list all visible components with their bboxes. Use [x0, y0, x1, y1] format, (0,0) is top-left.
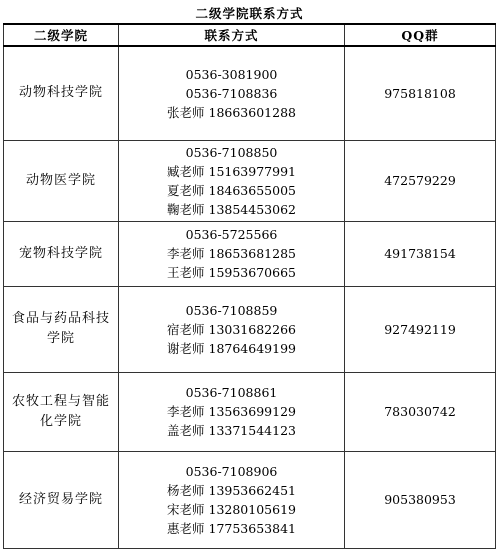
qq-group-number: 783030742 [345, 372, 496, 451]
contact-cell [119, 451, 345, 548]
table-row [4, 221, 496, 286]
contact-line: 李老师 18653681285 [167, 246, 296, 261]
qq-group-number: 975818108 [345, 46, 496, 140]
qq-group-number: 905380953 [345, 451, 496, 548]
contact-line: 0536-7108859 [185, 302, 278, 318]
contact-cell [119, 372, 345, 451]
college-name: 食品与药品科技学院 [4, 286, 119, 372]
contact-line: 0536-5725566 [185, 227, 278, 242]
contact-line: 0536-3081900 [185, 66, 278, 82]
contact-cell [119, 221, 345, 286]
table-row [4, 451, 496, 548]
header-qq-group: QQ群 [345, 24, 496, 46]
contact-line: 0536-7108836 [185, 85, 278, 101]
contact-line: 惠老师 17753653841 [167, 520, 296, 536]
contact-cell [119, 46, 345, 140]
college-name: 宠物科技学院 [4, 221, 119, 286]
contact-line: 鞠老师 13854453062 [167, 201, 296, 217]
contact-line: 0536-7108906 [185, 463, 278, 479]
qq-group-number: 491738154 [345, 221, 496, 286]
header-contact: 联系方式 [119, 24, 345, 46]
qq-group-number: 927492119 [345, 286, 496, 372]
contact-line: 杨老师 13953662451 [167, 482, 296, 498]
college-name: 动物医学院 [4, 140, 119, 221]
contact-table [3, 3, 496, 549]
college-name: 农牧工程与智能化学院 [4, 372, 119, 451]
contact-line: 宿老师 13031682266 [167, 321, 296, 337]
contact-line: 张老师 18663601288 [167, 104, 296, 120]
table-row [4, 46, 496, 140]
college-name: 经济贸易学院 [4, 451, 119, 548]
qq-group-number: 472579229 [345, 140, 496, 221]
contact-line: 宋老师 13280105619 [167, 501, 296, 517]
contact-line: 李老师 13563699129 [167, 404, 296, 419]
contact-line: 0536-7108861 [185, 385, 278, 400]
college-name: 动物科技学院 [4, 46, 119, 140]
table-title: 二级学院联系方式 [4, 3, 496, 24]
contact-table-page [3, 3, 495, 549]
header-college: 二级学院 [4, 24, 119, 46]
contact-line: 夏老师 18463655005 [167, 182, 296, 198]
table-row [4, 140, 496, 221]
contact-cell [119, 286, 345, 372]
contact-line: 0536-7108850 [185, 144, 278, 160]
table-row [4, 372, 496, 451]
table-row [4, 286, 496, 372]
contact-line: 谢老师 18764649199 [167, 340, 296, 356]
contact-line: 臧老师 15163977991 [167, 163, 296, 179]
contact-cell [119, 140, 345, 221]
contact-line: 王老师 15953670665 [167, 265, 296, 280]
contact-line: 盖老师 13371544123 [167, 423, 296, 438]
